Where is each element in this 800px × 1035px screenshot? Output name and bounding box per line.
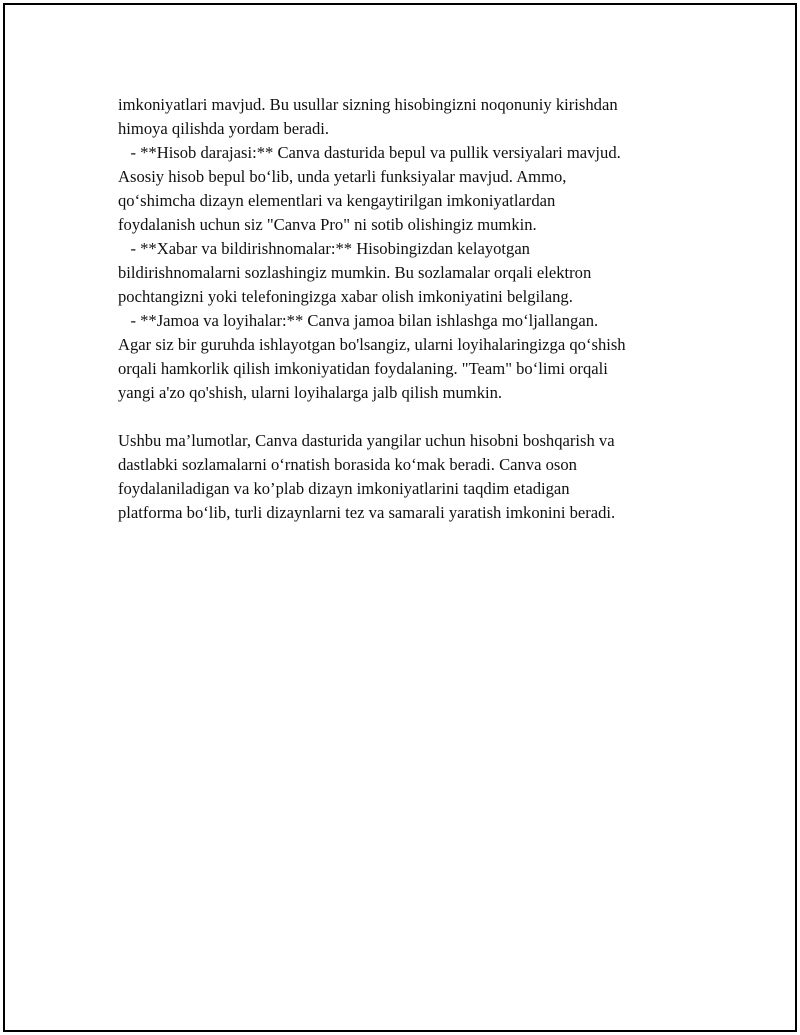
text-line: - **Jamoa va loyihalar:** Canva jamoa bilan ishlashga mo‘ljallangan. bbox=[118, 311, 599, 330]
text-line: foydalaniladigan va ko’plab dizayn imkoniyatlarini taqdim etadigan bbox=[118, 479, 570, 498]
text-line: yangi a'zo qo'shish, ularni loyihalarga jalb qilish mumkin. bbox=[118, 383, 503, 402]
text-line: - **Hisob darajasi:** Canva dasturida bepul va pullik versiyalari mavjud. bbox=[118, 143, 621, 162]
text-line: bildirishnomalarni sozlashingiz mumkin. Bu sozlamalar orqali elektron bbox=[118, 263, 592, 282]
text-line: himoya qilishda yordam beradi. bbox=[118, 119, 330, 138]
text-line: Asosiy hisob bepul bo‘lib, unda yetarli funksiyalar mavjud. Ammo, bbox=[118, 167, 567, 186]
text-line: Ushbu ma’lumotlar, Canva dasturida yangilar uchun hisobni boshqarish va bbox=[118, 431, 615, 450]
text-line: dastlabki sozlamalarni o‘rnatish borasida ko‘mak beradi. Canva oson bbox=[118, 455, 577, 474]
text-line: orqali hamkorlik qilish imkoniyatidan foydalaning. "Team" bo‘limi orqali bbox=[118, 359, 608, 378]
text-line: pochtangizni yoki telefoningizga xabar olish imkoniyatini belgilang. bbox=[118, 287, 573, 306]
text-line: qo‘shimcha dizayn elementlari va kengaytirilgan imkoniyatlardan bbox=[118, 191, 556, 210]
text-line: - **Xabar va bildirishnomalar:** Hisobingizdan kelayotgan bbox=[118, 239, 530, 258]
text-line: platforma bo‘lib, turli dizaynlarni tez va samarali yaratish imkonini beradi. bbox=[118, 503, 616, 522]
text-line: imkoniyatlari mavjud. Bu usullar sizning hisobingizni noqonuniy kirishdan bbox=[118, 95, 618, 114]
document-body bbox=[118, 93, 698, 525]
blank-line bbox=[118, 405, 698, 429]
text-line: Agar siz bir guruhda ishlayotgan bo'lsangiz, ularni loyihalaringizga qo‘shish bbox=[118, 335, 626, 354]
text-line: foydalanish uchun siz "Canva Pro" ni sotib olishingiz mumkin. bbox=[118, 215, 537, 234]
